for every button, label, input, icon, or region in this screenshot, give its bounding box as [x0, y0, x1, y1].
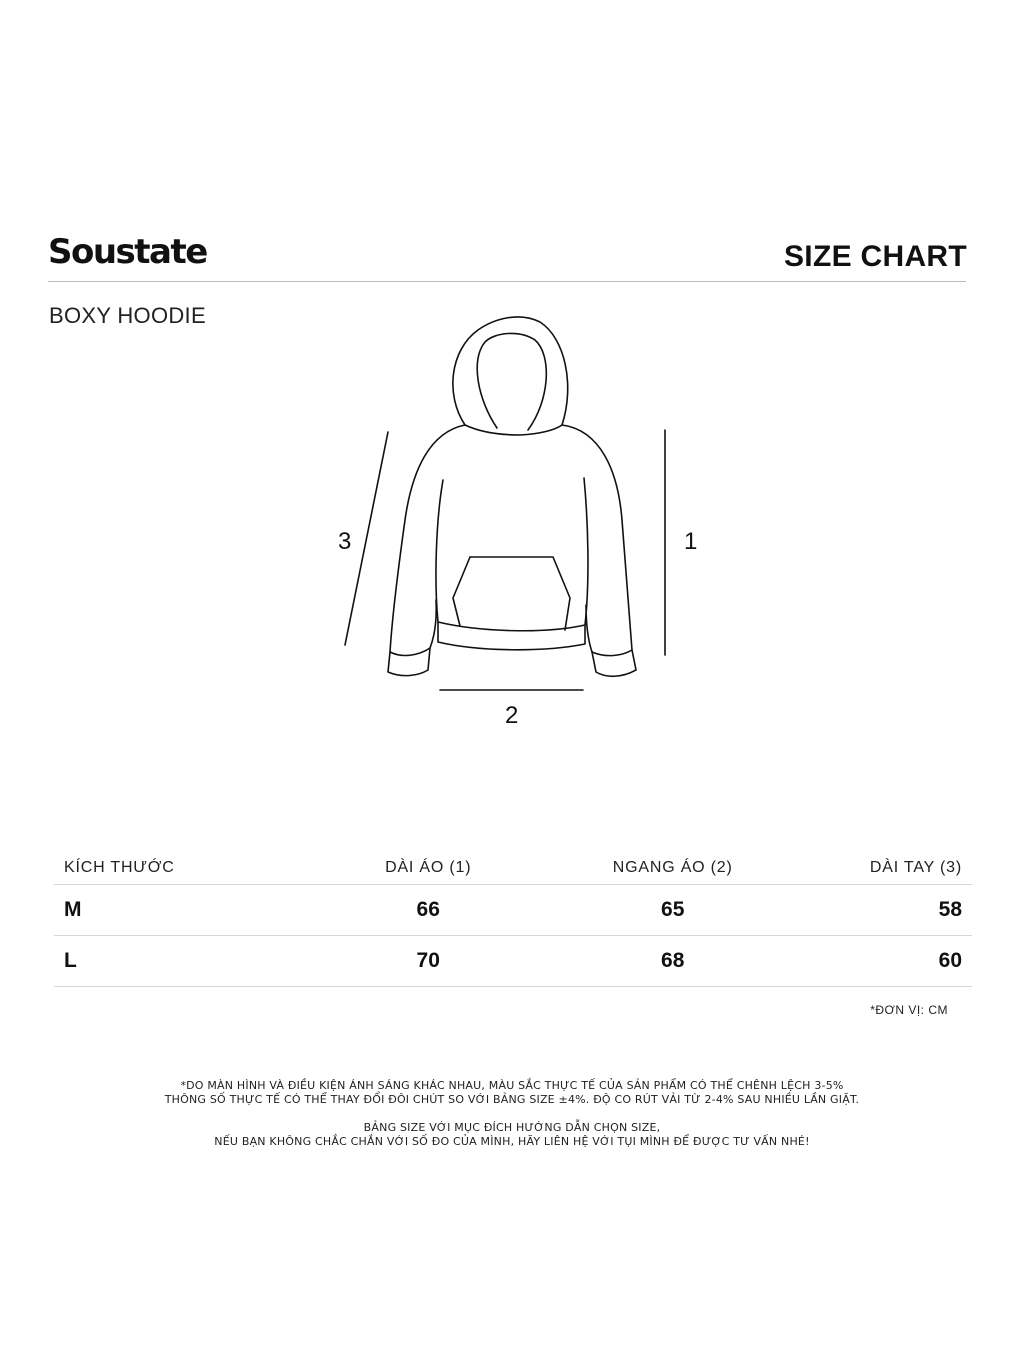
- disclaimer-block-2: [0, 1121, 1024, 1149]
- kangaroo-pocket: [453, 557, 570, 630]
- dimension-label-3: 3: [338, 528, 352, 555]
- unit-note: *ĐƠN VỊ: CM: [870, 1003, 948, 1017]
- header-divider: [48, 281, 966, 282]
- disclaimer-line: THÔNG SỐ THỰC TẾ CÓ THỂ THAY ĐỔI ĐÔI CHÚT SO VỚI BẢNG SIZE ±4%. ĐỘ CO RÚT VẢI TỪ 2-4% SAU NHIỀU LẦN GIẶT.: [164, 1093, 860, 1106]
- table-row: [54, 936, 972, 987]
- width-cell: 65: [661, 898, 685, 921]
- right-sleeve: [562, 425, 636, 676]
- table-row: [54, 885, 972, 936]
- width-cell: 68: [661, 949, 685, 972]
- hoodie-diagram: [320, 305, 720, 735]
- size-cell: M: [64, 898, 82, 921]
- dimension-label-1: 1: [684, 528, 698, 555]
- length-cell: 66: [416, 898, 440, 921]
- dimension-label-2: 2: [505, 702, 519, 729]
- disclaimer-line: NẾU BẠN KHÔNG CHẮC CHẮN VỚI SỐ ĐO CỦA MÌNH, HÃY LIÊN HỆ VỚI TỤI MÌNH ĐỂ ĐƯỢC TƯ VẤN NHÉ!: [214, 1135, 810, 1148]
- page-title: SIZE CHART: [784, 240, 967, 273]
- left-cuff: [390, 648, 430, 655]
- body-right-side: [584, 478, 588, 625]
- right-cuff: [592, 650, 632, 656]
- length-cell: 70: [416, 949, 440, 972]
- brand-logo: Soustate: [48, 232, 207, 272]
- product-name: BOXY HOODIE: [49, 303, 206, 328]
- sleeve-cell: 60: [938, 949, 962, 972]
- header-width: NGANG ÁO (2): [612, 859, 733, 876]
- hood-opening: [477, 333, 546, 430]
- left-sleeve: [388, 425, 465, 676]
- disclaimer-block-1: [0, 1079, 1024, 1107]
- header-length: DÀI ÁO (1): [385, 859, 472, 876]
- size-table: [54, 852, 972, 987]
- size-cell: L: [64, 949, 77, 972]
- header-size: KÍCH THƯỚC: [64, 859, 175, 876]
- disclaimer-line: *DO MÀN HÌNH VÀ ĐIỀU KIỆN ÁNH SÁNG KHÁC NHAU, MÀU SẮC THỰC TẾ CỦA SẢN PHẨM CÓ THỂ CHÊNH LỆCH 3-5%: [180, 1079, 844, 1092]
- hood-neckline: [465, 425, 562, 435]
- table-header-row: [54, 852, 972, 885]
- dimension-line-3: [345, 432, 388, 645]
- sleeve-cell: 58: [938, 898, 962, 921]
- body-left-side: [436, 480, 443, 622]
- disclaimer-line: BẢNG SIZE VỚI MỤC ĐÍCH HƯỚNG DẪN CHỌN SIZE,: [363, 1121, 661, 1134]
- header-sleeve: DÀI TAY (3): [869, 859, 962, 876]
